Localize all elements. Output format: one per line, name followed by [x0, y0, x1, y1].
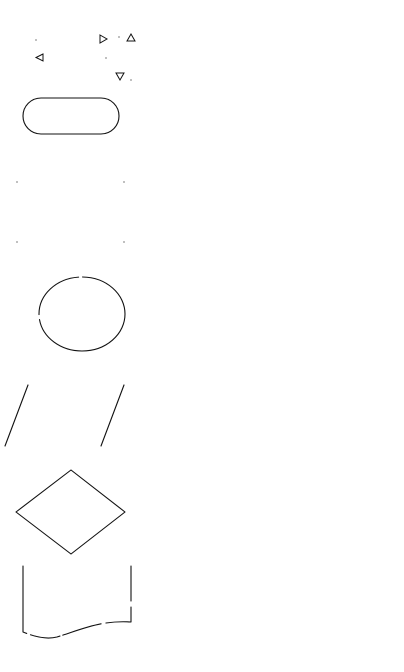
- triangle-up-icon: [127, 34, 135, 41]
- marker-dot: [118, 36, 119, 37]
- terminator-shape[interactable]: [23, 98, 119, 134]
- arrow-markers[interactable]: [35, 34, 135, 81]
- document-shape[interactable]: [23, 566, 131, 638]
- process-corner: [123, 181, 124, 182]
- data-shape[interactable]: [5, 385, 124, 446]
- triangle-right-icon: [100, 35, 107, 43]
- marker-dot: [35, 39, 36, 40]
- triangle-left-icon: [36, 54, 43, 61]
- marker-dot: [130, 79, 131, 80]
- marker-dot: [105, 57, 106, 58]
- process-corner: [16, 241, 17, 242]
- data-shape-left-edge: [5, 385, 28, 446]
- process-corner: [16, 181, 17, 182]
- data-shape-right-edge: [101, 385, 124, 446]
- process-corner: [123, 241, 124, 242]
- decision-shape[interactable]: [16, 470, 125, 554]
- connector-shape[interactable]: [39, 277, 125, 351]
- triangle-down-icon: [116, 73, 124, 80]
- process-shape[interactable]: [16, 181, 124, 242]
